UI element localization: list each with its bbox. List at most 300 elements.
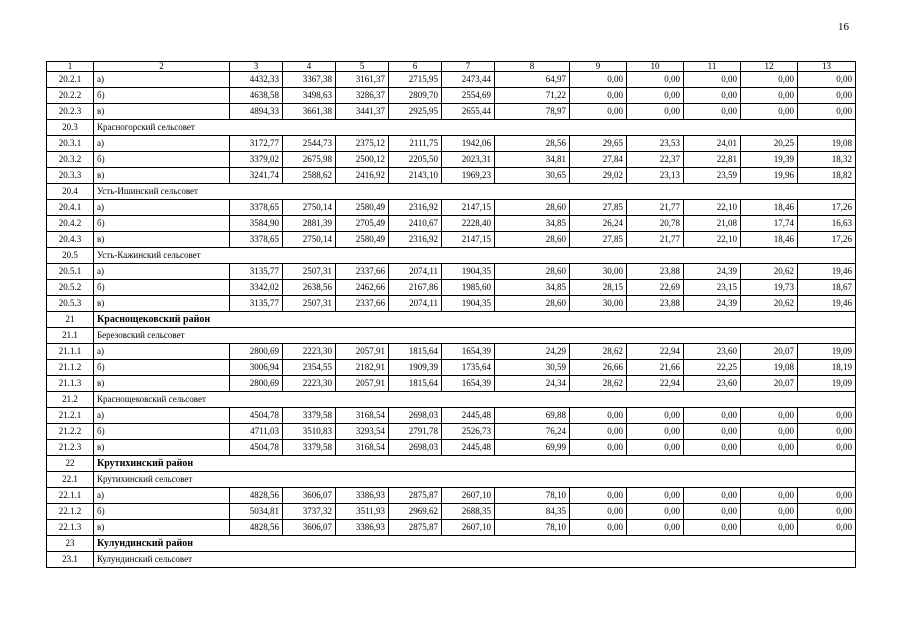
value-cell: 28,60 [495,232,570,248]
value-cell: 0,00 [798,520,856,536]
value-cell: 29,65 [570,136,627,152]
settlement-title: Краснощековский сельсовет [94,392,856,408]
row-variant-cell: б) [94,280,230,296]
value-cell: 2316,92 [389,232,442,248]
value-cell: 0,00 [741,408,798,424]
value-cell: 2316,92 [389,200,442,216]
value-cell: 2057,91 [336,344,389,360]
value-cell: 22,69 [627,280,684,296]
value-cell: 1969,23 [442,168,495,184]
value-cell: 19,39 [741,152,798,168]
value-cell: 0,00 [627,440,684,456]
value-cell: 0,00 [741,88,798,104]
value-cell: 1654,39 [442,376,495,392]
value-cell: 3379,58 [283,408,336,424]
column-number-cell: 5 [336,62,389,72]
value-cell: 2580,49 [336,200,389,216]
value-cell: 2526,73 [442,424,495,440]
row-code-cell: 22.1.1 [47,488,94,504]
value-cell: 1942,06 [442,136,495,152]
value-cell: 3286,37 [336,88,389,104]
row-code-cell: 21.2 [47,392,94,408]
value-cell: 22,81 [684,152,741,168]
value-cell: 0,00 [627,520,684,536]
value-cell: 22,10 [684,200,741,216]
value-cell: 69,99 [495,440,570,456]
value-cell: 0,00 [741,424,798,440]
value-cell: 71,22 [495,88,570,104]
value-cell: 69,88 [495,408,570,424]
value-cell: 1815,64 [389,344,442,360]
value-cell: 0,00 [741,440,798,456]
value-cell: 4711,03 [230,424,283,440]
value-cell: 19,46 [798,264,856,280]
table-row [47,136,856,152]
settlement-title: Усть-Ишинский сельсовет [94,184,856,200]
settlement-title: Крутихинский сельсовет [94,472,856,488]
value-cell: 2147,15 [442,200,495,216]
row-variant-cell: а) [94,200,230,216]
row-code-cell: 21.2.1 [47,408,94,424]
value-cell: 0,00 [570,72,627,88]
table-row [47,408,856,424]
value-cell: 0,00 [798,88,856,104]
value-cell: 23,60 [684,344,741,360]
value-cell: 0,00 [570,104,627,120]
value-cell: 2750,14 [283,232,336,248]
row-code-cell: 20.5.1 [47,264,94,280]
row-variant-cell: в) [94,104,230,120]
value-cell: 2074,11 [389,296,442,312]
value-cell: 19,08 [798,136,856,152]
value-cell: 2147,15 [442,232,495,248]
value-cell: 22,37 [627,152,684,168]
row-variant-cell: а) [94,264,230,280]
value-cell: 2800,69 [230,376,283,392]
value-cell: 0,00 [741,520,798,536]
value-cell: 1904,35 [442,296,495,312]
column-number-cell: 7 [442,62,495,72]
row-code-cell: 21.2.2 [47,424,94,440]
value-cell: 30,59 [495,360,570,376]
value-cell: 17,74 [741,216,798,232]
row-variant-cell: в) [94,440,230,456]
value-cell: 2223,30 [283,376,336,392]
value-cell: 2205,50 [389,152,442,168]
row-variant-cell: в) [94,168,230,184]
value-cell: 24,01 [684,136,741,152]
value-cell: 24,29 [495,344,570,360]
value-cell: 23,15 [684,280,741,296]
settlement-heading-row [47,248,856,264]
value-cell: 21,77 [627,200,684,216]
value-cell: 3135,77 [230,264,283,280]
value-cell: 22,10 [684,232,741,248]
value-cell: 23,59 [684,168,741,184]
district-title: Краснощековский район [94,312,856,328]
district-title: Крутихинский район [94,456,856,472]
value-cell: 2969,62 [389,504,442,520]
row-code-cell: 20.3.2 [47,152,94,168]
value-cell: 3168,54 [336,408,389,424]
row-code-cell: 21.1.2 [47,360,94,376]
column-number-cell: 13 [798,62,856,72]
value-cell: 3498,63 [283,88,336,104]
column-number-cell: 10 [627,62,684,72]
value-cell: 28,62 [570,344,627,360]
value-cell: 4894,33 [230,104,283,120]
column-number-row [47,62,856,72]
row-variant-cell: б) [94,152,230,168]
value-cell: 34,81 [495,152,570,168]
column-number-cell: 11 [684,62,741,72]
value-cell: 4828,56 [230,488,283,504]
value-cell: 2462,66 [336,280,389,296]
settlement-title: Кулундинский сельсовет [94,552,856,568]
value-cell: 3661,38 [283,104,336,120]
value-cell: 2375,12 [336,136,389,152]
value-cell: 23,60 [684,376,741,392]
value-cell: 27,84 [570,152,627,168]
row-variant-cell: а) [94,136,230,152]
table-row [47,104,856,120]
table-row [47,280,856,296]
value-cell: 28,62 [570,376,627,392]
value-cell: 2638,56 [283,280,336,296]
district-title: Кулундинский район [94,536,856,552]
value-cell: 3511,93 [336,504,389,520]
value-cell: 26,24 [570,216,627,232]
table-row [47,72,856,88]
settlement-heading-row [47,552,856,568]
value-cell: 84,35 [495,504,570,520]
table-row [47,152,856,168]
row-code-cell: 22.1.2 [47,504,94,520]
value-cell: 3737,32 [283,504,336,520]
value-cell: 2607,10 [442,488,495,504]
value-cell: 28,60 [495,296,570,312]
value-cell: 3379,02 [230,152,283,168]
column-number-cell: 3 [230,62,283,72]
value-cell: 0,00 [684,88,741,104]
row-variant-cell: б) [94,360,230,376]
value-cell: 3241,74 [230,168,283,184]
table-row [47,216,856,232]
value-cell: 78,10 [495,520,570,536]
row-variant-cell: б) [94,216,230,232]
value-cell: 0,00 [684,488,741,504]
row-code-cell: 20.5.3 [47,296,94,312]
value-cell: 3172,77 [230,136,283,152]
value-cell: 0,00 [741,504,798,520]
row-code-cell: 22 [47,456,94,472]
value-cell: 2554,69 [442,88,495,104]
row-code-cell: 20.4.3 [47,232,94,248]
value-cell: 24,34 [495,376,570,392]
value-cell: 4638,58 [230,88,283,104]
value-cell: 3135,77 [230,296,283,312]
value-cell: 64,97 [495,72,570,88]
row-variant-cell: в) [94,296,230,312]
value-cell: 0,00 [684,440,741,456]
value-cell: 0,00 [627,72,684,88]
value-cell: 0,00 [684,72,741,88]
value-cell: 1985,60 [442,280,495,296]
value-cell: 0,00 [627,424,684,440]
value-cell: 0,00 [798,408,856,424]
value-cell: 2791,78 [389,424,442,440]
row-code-cell: 20.5.2 [47,280,94,296]
value-cell: 0,00 [570,520,627,536]
value-cell: 1815,64 [389,376,442,392]
value-cell: 16,63 [798,216,856,232]
value-cell: 4432,33 [230,72,283,88]
row-code-cell: 23.1 [47,552,94,568]
value-cell: 24,39 [684,296,741,312]
value-cell: 0,00 [570,424,627,440]
value-cell: 3606,07 [283,520,336,536]
value-cell: 23,88 [627,296,684,312]
value-cell: 2354,55 [283,360,336,376]
value-cell: 18,46 [741,232,798,248]
row-code-cell: 21.1.3 [47,376,94,392]
table-row [47,504,856,520]
value-cell: 2143,10 [389,168,442,184]
value-cell: 2809,70 [389,88,442,104]
value-cell: 30,00 [570,296,627,312]
value-cell: 21,08 [684,216,741,232]
table-row [47,232,856,248]
table-row [47,360,856,376]
value-cell: 2698,03 [389,408,442,424]
value-cell: 2445,48 [442,440,495,456]
value-cell: 17,26 [798,200,856,216]
row-code-cell: 20.2.3 [47,104,94,120]
value-cell: 0,00 [627,88,684,104]
value-cell: 0,00 [570,440,627,456]
table-row [47,424,856,440]
value-cell: 0,00 [570,488,627,504]
row-variant-cell: б) [94,88,230,104]
row-variant-cell: а) [94,344,230,360]
value-cell: 3441,37 [336,104,389,120]
value-cell: 0,00 [684,520,741,536]
value-cell: 19,96 [741,168,798,184]
settlement-title: Красногорский сельсовет [94,120,856,136]
tariff-table [46,61,856,568]
value-cell: 2416,92 [336,168,389,184]
value-cell: 3006,94 [230,360,283,376]
value-cell: 2182,91 [336,360,389,376]
value-cell: 19,09 [798,376,856,392]
table-row [47,200,856,216]
column-number-cell: 8 [495,62,570,72]
value-cell: 1904,35 [442,264,495,280]
value-cell: 0,00 [570,408,627,424]
value-cell: 2698,03 [389,440,442,456]
value-cell: 0,00 [570,504,627,520]
value-cell: 4828,56 [230,520,283,536]
column-number-cell: 1 [47,62,94,72]
value-cell: 21,66 [627,360,684,376]
value-cell: 3378,65 [230,232,283,248]
value-cell: 3386,93 [336,520,389,536]
row-variant-cell: б) [94,504,230,520]
table-row [47,264,856,280]
row-code-cell: 21.2.3 [47,440,94,456]
value-cell: 24,39 [684,264,741,280]
value-cell: 2228,40 [442,216,495,232]
column-number-cell: 9 [570,62,627,72]
value-cell: 2607,10 [442,520,495,536]
row-code-cell: 20.3.1 [47,136,94,152]
value-cell: 18,19 [798,360,856,376]
value-cell: 28,60 [495,264,570,280]
value-cell: 2688,35 [442,504,495,520]
value-cell: 0,00 [798,104,856,120]
value-cell: 0,00 [798,504,856,520]
value-cell: 34,85 [495,280,570,296]
column-number-cell: 2 [94,62,230,72]
table-row [47,88,856,104]
value-cell: 5034,81 [230,504,283,520]
value-cell: 20,07 [741,376,798,392]
value-cell: 18,32 [798,152,856,168]
value-cell: 18,67 [798,280,856,296]
value-cell: 2580,49 [336,232,389,248]
value-cell: 19,09 [798,344,856,360]
value-cell: 2473,44 [442,72,495,88]
row-code-cell: 22.1 [47,472,94,488]
row-variant-cell: в) [94,376,230,392]
column-number-cell: 4 [283,62,336,72]
value-cell: 3386,93 [336,488,389,504]
row-variant-cell: а) [94,488,230,504]
column-number-cell: 6 [389,62,442,72]
value-cell: 78,97 [495,104,570,120]
value-cell: 2881,39 [283,216,336,232]
table-row [47,520,856,536]
value-cell: 0,00 [627,488,684,504]
value-cell: 2111,75 [389,136,442,152]
row-code-cell: 20.4 [47,184,94,200]
row-code-cell: 20.3 [47,120,94,136]
settlement-title: Березовский сельсовет [94,328,856,344]
value-cell: 3168,54 [336,440,389,456]
settlement-heading-row [47,328,856,344]
value-cell: 4504,78 [230,440,283,456]
row-code-cell: 20.5 [47,248,94,264]
value-cell: 2925,95 [389,104,442,120]
row-variant-cell: а) [94,408,230,424]
value-cell: 2500,12 [336,152,389,168]
value-cell: 3367,38 [283,72,336,88]
value-cell: 20,25 [741,136,798,152]
value-cell: 27,85 [570,232,627,248]
value-cell: 21,77 [627,232,684,248]
value-cell: 0,00 [798,488,856,504]
value-cell: 2544,73 [283,136,336,152]
row-code-cell: 22.1.3 [47,520,94,536]
row-variant-cell: в) [94,520,230,536]
row-variant-cell: б) [94,424,230,440]
value-cell: 2715,95 [389,72,442,88]
value-cell: 3379,58 [283,440,336,456]
tariff-table-container [46,61,856,568]
value-cell: 0,00 [741,104,798,120]
table-row [47,440,856,456]
value-cell: 2655,44 [442,104,495,120]
value-cell: 30,00 [570,264,627,280]
value-cell: 20,62 [741,264,798,280]
row-code-cell: 20.2.2 [47,88,94,104]
value-cell: 0,00 [798,440,856,456]
value-cell: 2588,62 [283,168,336,184]
value-cell: 3378,65 [230,200,283,216]
value-cell: 34,85 [495,216,570,232]
value-cell: 0,00 [798,424,856,440]
value-cell: 2337,66 [336,264,389,280]
value-cell: 0,00 [741,72,798,88]
row-code-cell: 20.3.3 [47,168,94,184]
value-cell: 22,25 [684,360,741,376]
value-cell: 3584,90 [230,216,283,232]
value-cell: 27,85 [570,200,627,216]
value-cell: 0,00 [570,88,627,104]
row-code-cell: 23 [47,536,94,552]
value-cell: 19,46 [798,296,856,312]
value-cell: 76,24 [495,424,570,440]
value-cell: 30,65 [495,168,570,184]
value-cell: 28,15 [570,280,627,296]
value-cell: 0,00 [684,424,741,440]
district-heading-row [47,456,856,472]
value-cell: 0,00 [684,408,741,424]
value-cell: 3510,83 [283,424,336,440]
settlement-heading-row [47,184,856,200]
value-cell: 4504,78 [230,408,283,424]
value-cell: 1654,39 [442,344,495,360]
value-cell: 29,02 [570,168,627,184]
table-row [47,296,856,312]
value-cell: 1909,39 [389,360,442,376]
value-cell: 2800,69 [230,344,283,360]
row-code-cell: 21.1.1 [47,344,94,360]
district-heading-row [47,312,856,328]
value-cell: 2167,86 [389,280,442,296]
value-cell: 2675,98 [283,152,336,168]
row-code-cell: 21 [47,312,94,328]
table-row [47,344,856,360]
value-cell: 0,00 [741,488,798,504]
value-cell: 2337,66 [336,296,389,312]
value-cell: 2445,48 [442,408,495,424]
value-cell: 19,73 [741,280,798,296]
row-code-cell: 20.2.1 [47,72,94,88]
settlement-title: Усть-Кажинский сельсовет [94,248,856,264]
value-cell: 18,46 [741,200,798,216]
value-cell: 22,94 [627,376,684,392]
row-code-cell: 20.4.2 [47,216,94,232]
value-cell: 0,00 [684,104,741,120]
value-cell: 2074,11 [389,264,442,280]
value-cell: 2705,49 [336,216,389,232]
row-variant-cell: а) [94,72,230,88]
value-cell: 0,00 [798,72,856,88]
value-cell: 23,53 [627,136,684,152]
value-cell: 22,94 [627,344,684,360]
value-cell: 17,26 [798,232,856,248]
